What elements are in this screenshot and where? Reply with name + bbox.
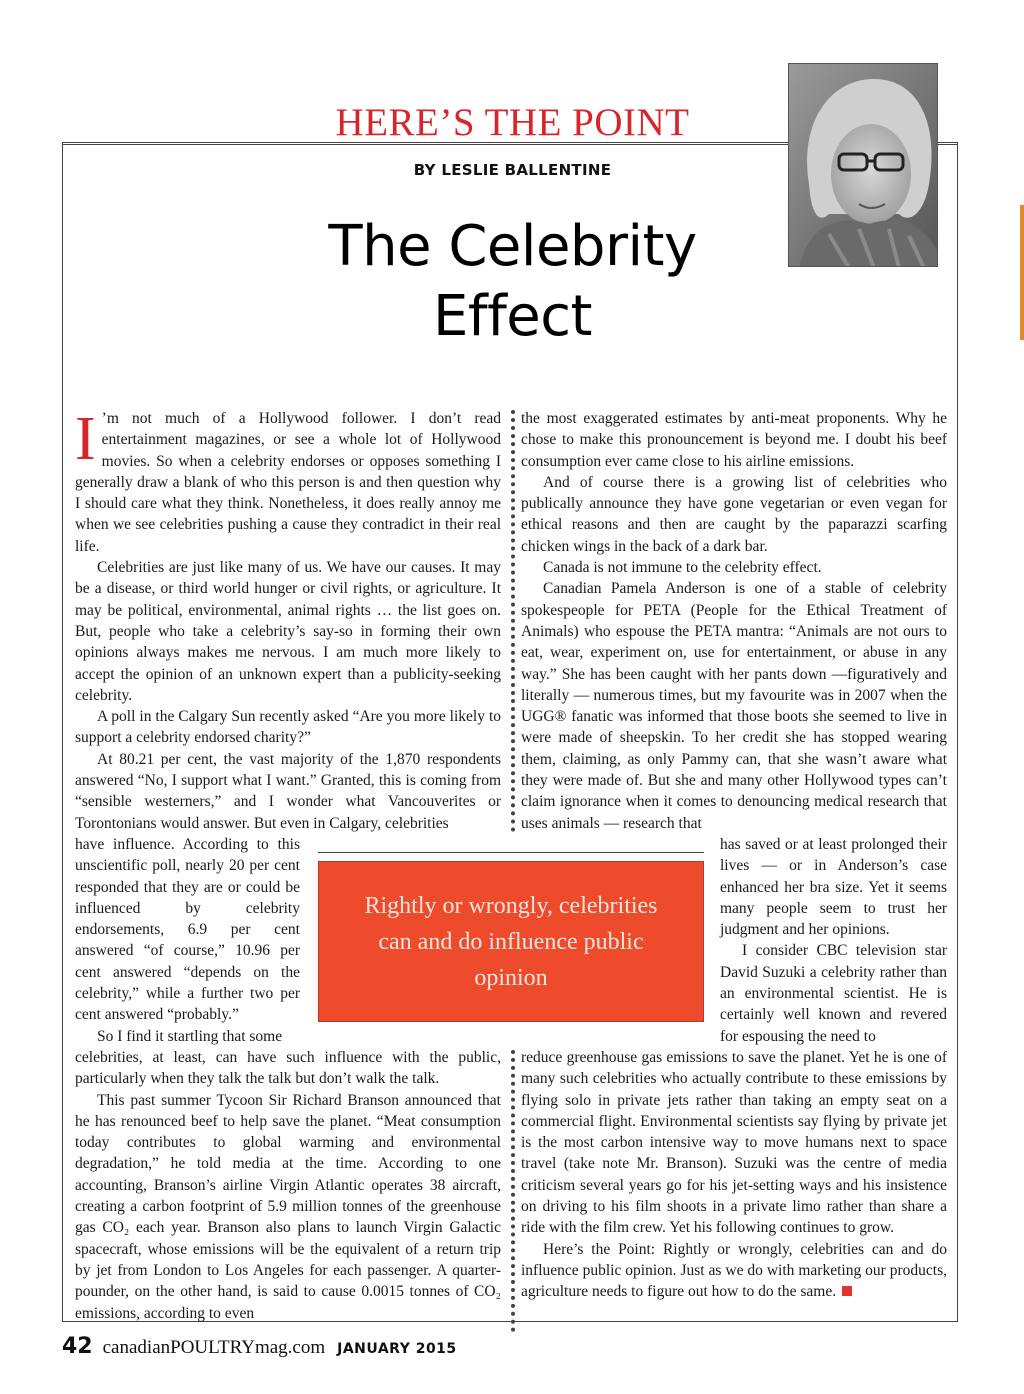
column-left-bottom [75, 1047, 501, 1324]
headline-line-2: Effect [432, 284, 592, 349]
paragraph-text: Here’s the Point: Rightly or wrongly, celebrities can and do influence public opinion. Just as we do with marketing our products, agriculture needs to figure out how to do the same. [521, 1240, 947, 1301]
column-right-top [521, 408, 947, 834]
paragraph: A poll in the Calgary Sun recently asked “Are you more likely to support a celebrity endorsed charity?” [75, 708, 501, 747]
paragraph [75, 405, 501, 557]
column-right-mid [720, 834, 947, 1047]
column-left-mid [75, 834, 300, 1047]
page-footer [62, 1334, 457, 1364]
edge-accent-bar [1020, 205, 1024, 340]
paragraph: Celebrities are just like many of us. We have our causes. It may be a disease, or third world hunger or civil rights, or agriculture. It may be political, environmental, animal rights … the list goes on. But, people who take a celebrity’s say-so in forming their own opinions always makes me nervous. I am much more likely to accept the opinion of an unknown expert than a publicity-seeking celebrity. [75, 559, 501, 704]
paragraph: This past summer Tycoon Sir Richard Branson announced that he has renounced beef to help save the planet. “Meat consumption today contributes to global warming and environmental degradation,” he told media at the time. According to one accounting, Branson’s airline Virgin Atlantic operates 38 aircraft, creating a carbon footprint of 5.9 million tonnes of the greenhouse gas CO₂ each year. Branson also plans to launch Virgin Galactic spacecraft, whose emissions will be the equivalent of a return trip by jet from London to Los Angeles for each passenger. A quarter-pounder, on the other hand, is said to cause 0.0015 tonnes of CO₂ emissions, according to even [75, 1091, 501, 1322]
paragraph: I consider CBC television star David Suzuki a celebrity rather than an environmental scientist. He is certainly well known and revered for espousing the need to [720, 942, 947, 1045]
pull-quote-rule [318, 852, 704, 853]
paragraph: has saved or at least prolonged their lives — or in Anderson’s case enhanced her bra size. Yet it seems many people seem to trust her judgment and her opinions. [720, 836, 947, 939]
author-photo [788, 63, 938, 267]
paragraph: the most exaggerated estimates by anti-meat proponents. Why he chose to make this pronouncement is beyond me. I doubt his beef consumption ever came close to his airline emissions. [521, 410, 947, 470]
paragraph: celebrities, at least, can have such influence with the public, particularly when they talk the talk but don’t walk the talk. [75, 1049, 501, 1088]
issue-date: JANUARY 2015 [337, 1341, 457, 1357]
paragraph: At 80.21 per cent, the vast majority of the 1,870 respondents answered “No, I support what I want.” Granted, this is coming from “sensible westerners,” and I wonder what Vancouverites or Torontonians would answer. But even in Calgary, celebrities [75, 750, 501, 832]
paragraph: reduce greenhouse gas emissions to save the planet. Yet he is one of many such celebrities who actually contribute to these emissions by flying solo in private jets rather than taking an empty seat on a commercial flight. Environmental scientists say flying by private jet is the most carbon intensive way to move humans next to space travel (take note Mr. Branson). Suzuki was the centre of media criticism several years go for his jet-setting ways and his insistence on driving to his film shoots in a private limo rather than share a ride with the film crew. Yet his following continues to grow. [521, 1049, 947, 1237]
footer-site: canadianPOULTRYmag.com [102, 1337, 326, 1358]
headline [250, 212, 775, 352]
page-number: 42 [62, 1334, 93, 1359]
headline-line-1: The Celebrity [328, 214, 697, 279]
drop-cap: I [75, 405, 96, 473]
paragraph: And of course there is a growing list of celebrities who publically announce they have gone vegetarian or even vegan for ethical reasons and then are caught by the paparazzi scarfing chicken wings in the back of a dark bar. [521, 473, 947, 555]
column-title: HERE’S THE POINT [335, 101, 690, 144]
column-left-top [75, 405, 501, 834]
end-mark-icon [842, 1286, 852, 1296]
paragraph: So I find it startling that some [97, 1027, 283, 1045]
paragraph-text: ’m not much of a Hollywood follower. I don’t read entertainment magazines, or see a whole lot of Hollywood movies. So when a celebrity endorses or opposes something I generally draw a blank of who this person is and then question why I should care what they think. Nonetheless, it does really annoy me when we see celebrities pushing a cause they contradict in their real life. [75, 410, 501, 555]
paragraph [521, 1239, 947, 1303]
paragraph: have influence. According to this unscientific poll, nearly 20 per cent responded that they are or could be influenced by celebrity endorsements, 6.9 per cent answered “of course,” 10.96 per cent answered “depends on the celebrity,” while a further two per cent answered “probably.” [75, 836, 300, 1024]
column-right-bottom [521, 1047, 947, 1303]
byline: BY LESLIE BALLENTINE [413, 161, 612, 179]
paragraph: Canadian Pamela Anderson is one of a stable of celebrity spokespeople for PETA (People for the Ethical Treatment of Animals) who espouse the PETA mantra: “Animals are not ours to eat, wear, experiment on, use for entertainment, or abuse in any way.” She has been caught with her pants down —figuratively and literally — numerous times, but my favourite was in 2007 when the UGG® fanatic was informed that those boots she seemed to live in were made of sheepskin. To her credit she has stopped wearing them, claiming, as only Pammy can, that she wasn’t aware what they were made of. But she and many other Hollywood types can’t claim ignorance when it comes to denouncing medical research that uses animals — research that [521, 580, 947, 832]
paragraph: Canada is not immune to the celebrity effect. [543, 559, 822, 577]
pull-quote: Rightly or wrongly, celebrities can and do influence public opinion [318, 861, 704, 1022]
